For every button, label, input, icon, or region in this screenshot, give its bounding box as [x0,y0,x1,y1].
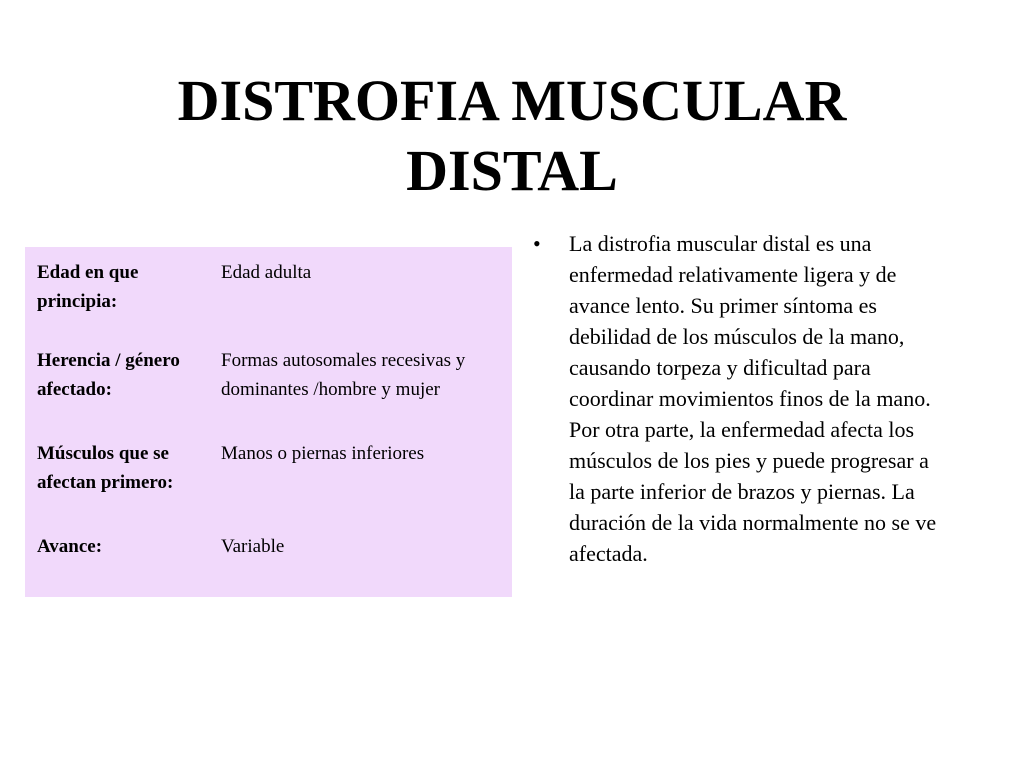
slide-title [0,66,1024,206]
info-table [25,247,512,597]
table-row-label: Herencia / género afectado: [37,350,180,400]
table-row-label: Avance: [37,536,103,557]
slide-title-line-1: DISTROFIA MUSCULAR [177,68,847,133]
table-row-value: Manos o piernas inferiores [221,443,425,464]
slide-title-line-2: DISTAL [406,138,618,203]
table-row-label: Edad en que principia: [37,262,139,312]
bullet-text: La distrofia muscular distal es una enfermedad relativamente ligera y de avance lento. Su primer síntoma es debilidad de los músculos de la mano, causando torpeza y dificultad para coordinar movimientos finos de la mano. Por otra parte, la enfermedad afecta los músculos de los pies y puede progresar a la parte inferior de brazos y piernas. La duración de la vida normalmente no se ve afectada. [569,231,937,566]
bullet-icon: • [533,231,541,256]
table-row-value: Edad adulta [221,262,312,283]
table-row-value: Variable [221,536,285,557]
table-row-value: Formas autosomales recesivas y dominantes /hombre y mujer [221,350,466,400]
table-row-label: Músculos que se afectan primero: [37,443,174,493]
